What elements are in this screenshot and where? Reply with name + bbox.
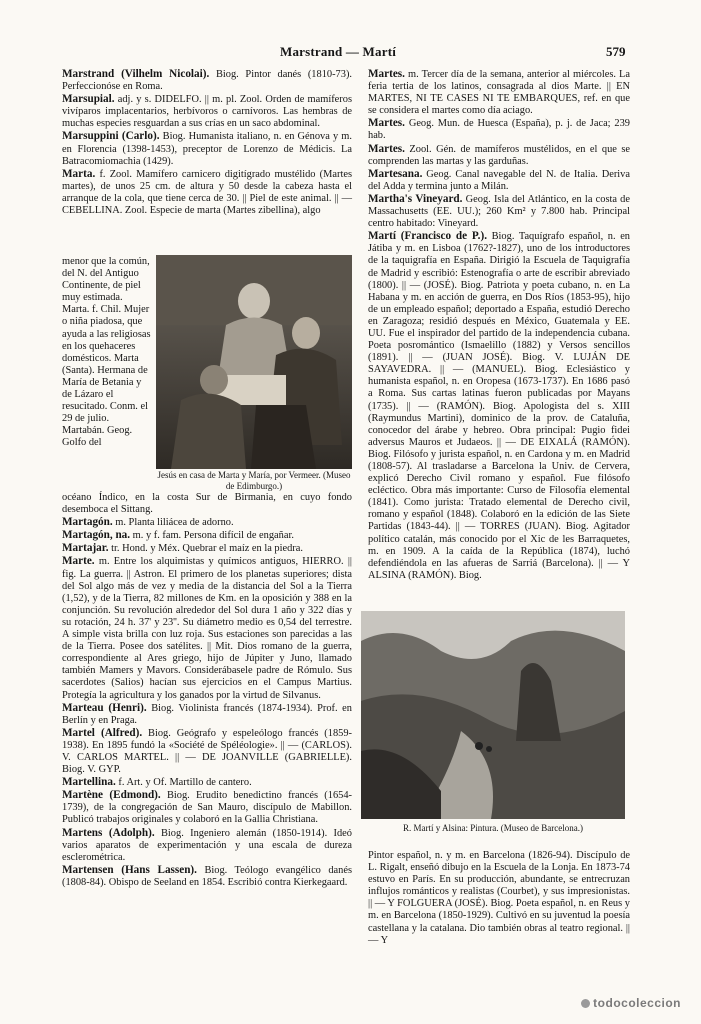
entry: Martellina. f. Art. y Of. Martillo de cantero. [62, 776, 252, 789]
entry: Martel (Alfred). Biog. Geógrafo y espeleólogo francés (1859-1938). En 1895 fundó la «Société de Spéléologie». || — (CARLOS). V. CARLOS MARTEL. || — DE JOANVILLE (GABRIELLE). Biog. V. GYP. [62, 726, 352, 776]
entry: Martagón. m. Planta liliácea de adorno. [62, 516, 234, 529]
entry: Martes. Geog. Mun. de Huesca (España), p. j. de Jaca; 239 hab. [368, 117, 630, 142]
right-column [368, 68, 630, 582]
page-number: 579 [606, 44, 626, 59]
entry: Marteau (Henri). Biog. Violinista francés (1874-1934). Prof. en Berlín y en Praga. [62, 701, 352, 726]
figure-caption: Jesús en casa de Marta y María, por Vermeer. (Museo de Edimburgo.) [157, 470, 351, 491]
entry: Martensen (Hans Lassen). Biog. Teólogo evangélico danés (1808-84). Obispo de Seeland en 1854. Escribió contra Kierkegaard. [62, 863, 352, 888]
entry: Martha's Vineyard. Geog. Isla del Atlántico, en la costa de Massachusetts (EE. UU.); 260 Km² y 7.800 hab. Principal centro habitado: Vineyard. [368, 192, 630, 230]
vermeer-painting-image [156, 255, 352, 469]
right-column-bottom: Pintor español, n. y m. en Barcelona (1826-94). Discípulo de L. Rigalt, enseñó dibujo en la Escuela de la Lonja. En 1873-74 estuvo en París. En su producción, abundante, se entrecruzan influjos románticos y realistas (Courbet), y sus impresionistas. || — Y FOLGUERA (JOSÉ). Biog. Poeta español, n. en Reus y m. en Barcelona (1850-1929). Cultivó en su juventud la poesía castellana y la catalana. Dio también obras al teatro regional. || — Y [368, 850, 630, 946]
entry: Martagón, na. m. y f. fam. Persona difícil de engañar. [62, 529, 294, 542]
entry: Marsuppini (Carlo). Biog. Humanista italiano, n. en Génova y m. en Florencia (1398-1453), preceptor de Lorenzo de Médicis. La Batracomiomachia (1429). [62, 130, 352, 167]
entry: Marstrand (Vilhelm Nicolai). Biog. Pintor danés (1810-73). Perfeccionóse en Roma. [62, 68, 352, 93]
entry: Martens (Adolph). Biog. Ingeniero alemán (1850-1914). Ideó varios aparatos de experimentación y una escala de dureza esclerométrica. [62, 826, 352, 863]
running-head: Marstrand — Martí [280, 44, 397, 59]
entry: Martène (Edmond). Biog. Erudito benedictino francés (1654-1739), de la congregación de San Mauro, discípulo de Mabillon. Publicó trabajos originales y colaboró en la Gallia Christiana. [62, 789, 352, 826]
marti-alsina-painting-image [361, 611, 625, 819]
entry: Martesana. Geog. Canal navegable del N. de Italia. Deriva del Adda y termina junto a Milán. [368, 167, 630, 192]
left-column-bottom [62, 491, 352, 889]
left-column-top [62, 68, 352, 217]
logo-icon [581, 999, 590, 1008]
left-wrap-text: menor que la común, del N. del Antiguo Continente, de piel muy estimada. Marta. f. Chil. Mujer o niña piadosa, que ayuda a las religiosas en los quehaceres domésticos. Marta (Santa). Hermana de María de Betania y de Lázaro el resucitado. Conm. el 29 de julio. Martabán. Geog. Golfo del [62, 256, 151, 449]
entry: Marte. m. Entre los alquimistas y químicos antiguos, HIERRO. || fig. La guerra. || Astron. El primero de los planetas superiores; dista del Sol algo más de vez y media de la distancia del Sol a la Tierra (1,52), y de la Tierra, 82 millones de Km. en la oposición y 388 en la conjunción. Su revolución alrededor del Sol dura 1 año y 322 días y su rotación, 24 h. 37' y 23''. Su diámetro medio es 0,54 del terrestre. A simple vista brilla con luz roja. Sus estaciones son parecidas a las de la Tierra. Posee dos satélites. || Mit. Dios romano de la guerra, correspondiente al Ares griego, hijo de Júpiter y Juno, llamado también Mamers y Mavors. Considerábasele padre de Rómulo. Sus sacerdotes (Salios) hacían sus ejercicios en el Campus Martius. Protegía la agricultura y los ganados por la virtud de Silvanus. [62, 555, 352, 701]
entry: Marsupial. adj. y s. DIDELFO. || m. pl. Zool. Orden de mamíferos vivíparos implacentarios, herbívoros o carnívoros. Las hembras de muchas especies resguardan a sus crías en un saco abdominal. [62, 93, 352, 130]
entry: Martes. m. Tercer día de la semana, anterior al miércoles. La feria tertia de los latinos, consagrada al dios Marte. || EN MARTES, NI TE CASES NI TE EMBARQUES, ref. en que se considera el martes como día aciago. [368, 68, 630, 117]
entry: Martí (Francisco de P.). Biog. Taquígrafo español, n. en Játiba y m. en Lisboa (1762?-1827), uno de los introductores de la taquigrafía en España. Dirigió la Escuela de Taquigrafía de Madrid y escribió: Estenografía o arte de escribir abreviado (1800). || — (JOSÉ). Biog. Patriota y poeta cubano, n. en La Habana y m. en acción de guerra, en Dos Ríos (1853-95), hijo de un empleado español; deportado a España, estudió Derecho en Zaragoza; residió después en México, Guatemala y EE. UU. Fue el inspirador del partido de la independencia cubana. Poeta posromántico (Ismaelillo (1882) y Versos sencillos (1891). || — (JUAN JOSÉ). Biog. V. LUJÁN DE SAYAVEDRA. || — (MANUEL). Biog. Eclesiástico y humanista español, n. en Oropesa (1673-1737). En 1686 pasó a Roma. Sus cartas latinas fueron publicadas por Mayans (1735). || — (RAMÓN). Biog. Apologista del s. XIII (Raymundus Martini), dominico de la prov. de Cataluña, conocedor del árabe y hebreo. Obra principal: Pugio fidei adversus Mauros et Judaeos. || — DE EIXALÁ (RAMÓN). Biog. Filósofo y jurista español, n. en Cardona y m. en Madrid (1808-57). Al trasladarse a Barcelona la Univ. de Cervera, explicó Derecho Civil romano y español. Fue filósofo ecléctico. Obra más importante: Curso de Filosofía elemental (1841). Como jurista: Tratado elemental de Derecho civil, romano y español (1848). Colaboró en la edición de las Siete Partidas (1843-44). || — TORRES (JUAN). Biog. Agitador político catalán, más conocido por el Xic de les Barraquetes, m. en 1909. A la caída de la República (1874), luchó defendiéndola en las afueras de Sarriá (Barcelona). || — Y ALSINA (RAMÓN). Biog. [368, 230, 630, 581]
entry: Martajar. tr. Hond. y Méx. Quebrar el maíz en la piedra. [62, 542, 303, 555]
entry: Martes. Zool. Gén. de mamíferos mustélidos, en el que se comprenden las martas y las garduñas. [368, 142, 630, 167]
entry: Marta. f. Zool. Mamífero carnicero digitígrado mustélido (Martes martes), de unos 25 cm. de altura y 50 desde la cabeza hasta el arranque de la cola, que tiene cerca de 30. || Piel de este animal. || — CEBELLINA. Zool. Especie de marta (Martes zibellina), algo [62, 167, 352, 217]
page-header [0, 44, 701, 64]
figure-caption: R. Martí y Alsina: Pintura. (Museo de Barcelona.) [403, 823, 583, 833]
entry: océano Índico, en la costa Sur de Birmania, en cuyo fondo desemboca el Sittang. [62, 492, 352, 516]
watermark: todocoleccion [581, 996, 681, 1010]
